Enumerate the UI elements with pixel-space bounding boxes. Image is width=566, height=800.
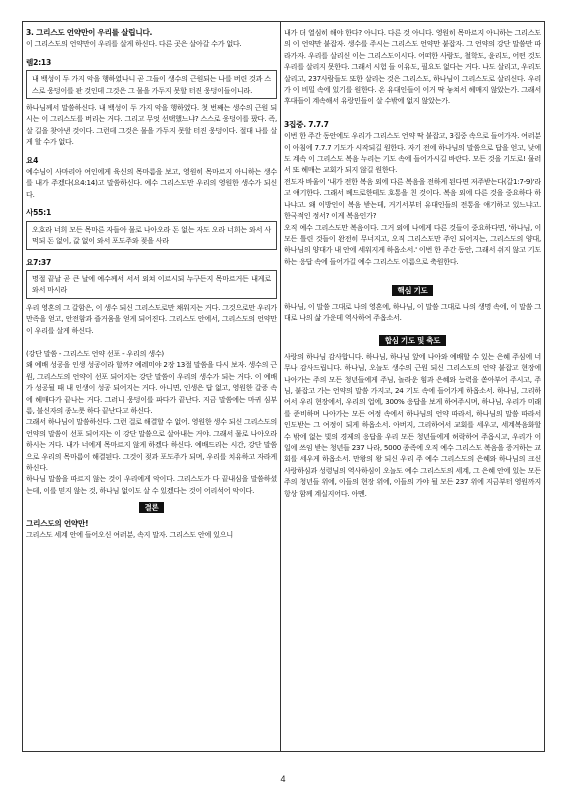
isa-ref: 사55:1 [26,208,51,218]
jer-quote-box [26,70,277,99]
page-number: 4 [280,774,286,784]
left-column [26,27,277,749]
jer-text: 하나님께서 말씀하신다. 내 백성이 두 가지 악을 행하였다. 첫 번째는 생수의 근원 되시는 이 그리스도를 버리는 거다. 그리고 무엇 선택했느냐? 스스로 웅덩이를 팠다. 즉, 살 길을 찾아낸 것이다. 그런데 그것은 물을 가두지 못할 터진 웅덩이다. 절대 나를 살게 할 수가 없다. [26,103,277,147]
jer-quote: 내 백성이 두 가지 악을 행하였나니 곧 그들이 생수의 근원되는 나를 버린 것과 스스로 웅덩이를 판 것인데 그것은 그 물을 가두지 못할 터진 웅덩이들이니라. [32,74,271,95]
isa-quote-box [26,221,277,250]
core-prayer-text: 하나님, 이 말씀 그대로 나의 영혼에, 하나님, 이 말씀 그대로 나의 생명 속에, 이 말씀 그대로 나의 삶 가운데 역사하여 주옵소서. [284,301,541,322]
section-3-title: 3. 그리스도 언약만이 우리를 살립니다. [26,28,153,37]
closing-prayer-text: 사랑의 하나님 감사합니다. 하나님, 하나님 앞에 나아와 예배할 수 있는 은혜 주심에 너무나 감사드립니다. 하나님, 오늘도 생수의 근원 되신 그리스도의 언약 붙잡고 현장에 나아가는 주의 모든 청년들에게 주님, 놀라운 힘과 은혜와 능력을 쏟아부어 주시고, 주님, 붙잡고 가는 언약의 말씀 가지고, 24 기도 속에 들어가게 하옵소서. 하나님, 그리하여서 우리 현장에서, 우리의 업에, 300% 응답을 보게 하여주시며, 하나님, 우리가 미래를 준비하며 나아가는 모든 여정 속에서 하나님의 언약 따라서, 하나님의 말씀 따라서 인도받는 그 여정이 되게 하옵소서. 아버지, 그리하여서 교회를 세우고, 세계복음화할 수 밖에 없는 빛의 경제의 응답을 우리 모든 청년들에게 허락하여 주옵시고, 우리가 이 일에 쓰임 받는 청년들 237 나라, 5000 종족에 오직 예수 그리스도 복음을 증거하는 교회를 세우게 하옵소서. 만왕의 왕 되신 우리 주 예수 그리스도의 은혜와 하나님의 크신 사랑하심과 성령님의 역사하심이 오늘도 예수 그리스도의 세계, 그 은혜 안에 있는 모든 주의 청년들 위에, 이들의 현장 위에, 이들의 가야 될 모든 237 위에 지금부터 영원까지 항상 함께 계실지어다. 아멘. [284,351,541,498]
conclusion-header [26,502,277,513]
jer-ref: 렘2:13 [26,57,51,67]
right-column [284,27,541,749]
john4-text: 예수님이 사마리아 여인에게 육신의 목마름을 보고, 영원히 목마르지 아니하는 생수를 내가 주겠다(요4:14)고 말씀하신다. 예수 그리스도만 우리의 영원한 생수가 되신다. [26,167,277,199]
section-3-intro: 이 그리스도의 언약만이 우리를 살게 하신다. 다른 곳은 살아갈 수가 없다. [26,39,242,49]
sermon-text-3: 하나님 말씀을 따르지 않는 것이 우리에게 악이다. 그리스도가 다 끝내심을 말씀하셨는데, 이를 믿지 않는 것, 하나님 없이도 살 수 있겠다는 것이 어리석어 악이다. [26,474,277,495]
meeting-text: 이번 한 주간 동안에도 우리가 그리스도 언약 딱 붙잡고, 3집중 속으로 들어가자. 여러분이 아침에 7.7.7 기도가 시작되길 원한다. 자기 전에 하나님의 말씀으로 답을 얻고, 낮에도 계속 이 그리스도 복음 누리는 기도 속에 들어가시길 바란다. 모든 것을 기도로! 물러서 또 헤매는 교회가 되지 않길 원한다. [284,131,541,175]
core-prayer-label: 핵심 기도 [392,285,434,296]
paul-text: 전도자 바울이 '내가 전한 복음 외에 다른 복음을 전하게 된다면 저주받는다(갈1:7-9)'라고 얘기한다. 그래서 베드로한테도 호통을 친 것이다. 복음 외에 다른 것을 중요하다 하나냐고. 왜 이방인이 복음 받는데, 거기서부터 유대인들의 전통을 얘기하고 있느냐고. 한국적인 정서? 이게 복음인가? [284,176,541,221]
conclusion-label: 결론 [139,502,165,513]
sermon-text-2: 그래서 하나님이 말씀하신다. 그런 걸로 해결할 수 없어. 영원한 생수 되신 그리스도의 언약의 말씀이 선포 되어지는 이 강단 말씀으로 살아내는 거야. 그래서 물로 나아오라 하시는 거다. 내가 너에게 목마르지 않게 하겠다 하신다. 예배드리는 시간, 강단 말씀으로 우리의 목마름이 해결된다. 그것이 젖과 포도주가 되며, 우리를 치유하고 자라게 하신다. [26,417,277,472]
conclusion-title: 그리스도의 언약만! [26,518,89,528]
closing-prayer-header [284,335,541,346]
conclusion-text: 그리스도 세계 안에 들어오신 여러분, 속지 말자. 그리스도 안에 있으니 [26,530,233,540]
column-divider [280,22,281,751]
john4-ref: 요4 [26,155,39,165]
sermon-text: 왜 예배 성공을 인생 성공이라 할까? 예레미야 2장 13절 말씀을 다시 보자. 생수의 근원, 그리스도의 언약이 선포 되어지는 강단 말씀이 우리의 생수가 되는 거다. 이 예배가 성공될 때 내 인생이 성공 되어지는 거다. 아니면, 인생은 답 없고, 영원한 갈증 속에 헤매다가 끝나는 거다. 그러니 웅덩이를 파다가 끝난다. 지금 말씀에는 마귀 심부름, 불신자의 종노릇 하다 끝난다고 하신다. [26,360,277,415]
right-intro-text: 내가 더 열심히 해야 한다? 아니다. 다른 것 아니다. 영원히 목마르지 아니하는 그리스도의 이 언약만 붙잡자. 생수를 주시는 그리스도 언약만 붙잡자. 그 언약의 강단 말씀만 따라가자. 우리를 살리신 이는 그리스도이시다. 어떠한 사람도, 철학도, 윤리도, 어떤 것도 우리를 살리지 못한다. 그래서 시험 들 이유도, 필요도 없다는 거다. 나도 살리고, 우리도 살리고, 237사람들도 또한 살리는 것은 그리스도, 하나님이 그리스도로 살리신다. 우리가 이 비밀 속에 있기를 원한다. 온 유대인들이 이거 딱 놓쳐서 헤매지 않았는가. 그래서 후대들이 계속해서 유랑민들이 살 수밖에 없지 않았는가. [284,28,541,106]
john7-text: 우리 영혼의 그 갈함은, 이 생수 되신 그리스도로만 채워지는 거다. 그것으로만 우리가 만족을 얻고, 안전함과 즐거움을 얻게 되어진다. 그리스도 안에서, 그리스도의 언약만이 우리를 살게 하신다. [26,302,277,335]
core-prayer-header [284,285,541,296]
isa-quote: 오호라 너희 모든 목마른 자들아 물로 나아오라 돈 없는 자도 오라 너희는 와서 사 먹되 돈 없이, 값 없이 와서 포도주와 젖을 사라 [32,224,271,246]
sermon-heading: (강단 말씀 - 그리스도 언약 선포 - 우리의 생수) [26,348,164,358]
john7-ref: 요7:37 [26,257,51,267]
meeting-title: 3집중. 7.7.7 [284,119,329,129]
john7-quote: 명절 끝날 곧 큰 날에 예수께서 서서 외쳐 이르시되 누구든지 목마르거든 내게로 와서 마시라 [32,273,271,295]
closing-prayer-label: 합심 기도 및 축도 [379,335,446,346]
closing-text: 오직 예수 그리스도만 복음이다. 그거 외에 나에게 다른 것들이 중요하다면, '하나님, 이 모든 틀린 것들이 완전히 무너지고, 오직 그리스도만 주인 되어지는, 그리스도의 양대, 하나님의 양대가 내 안에 세워지게 하옵소서.' 이번 한 주간 동안, 그래서 쉬지 않고 기도하는 응답 속에 들어가길 예수 그리스도 이름으로 축원한다. [284,222,541,266]
john7-quote-box [26,270,277,299]
